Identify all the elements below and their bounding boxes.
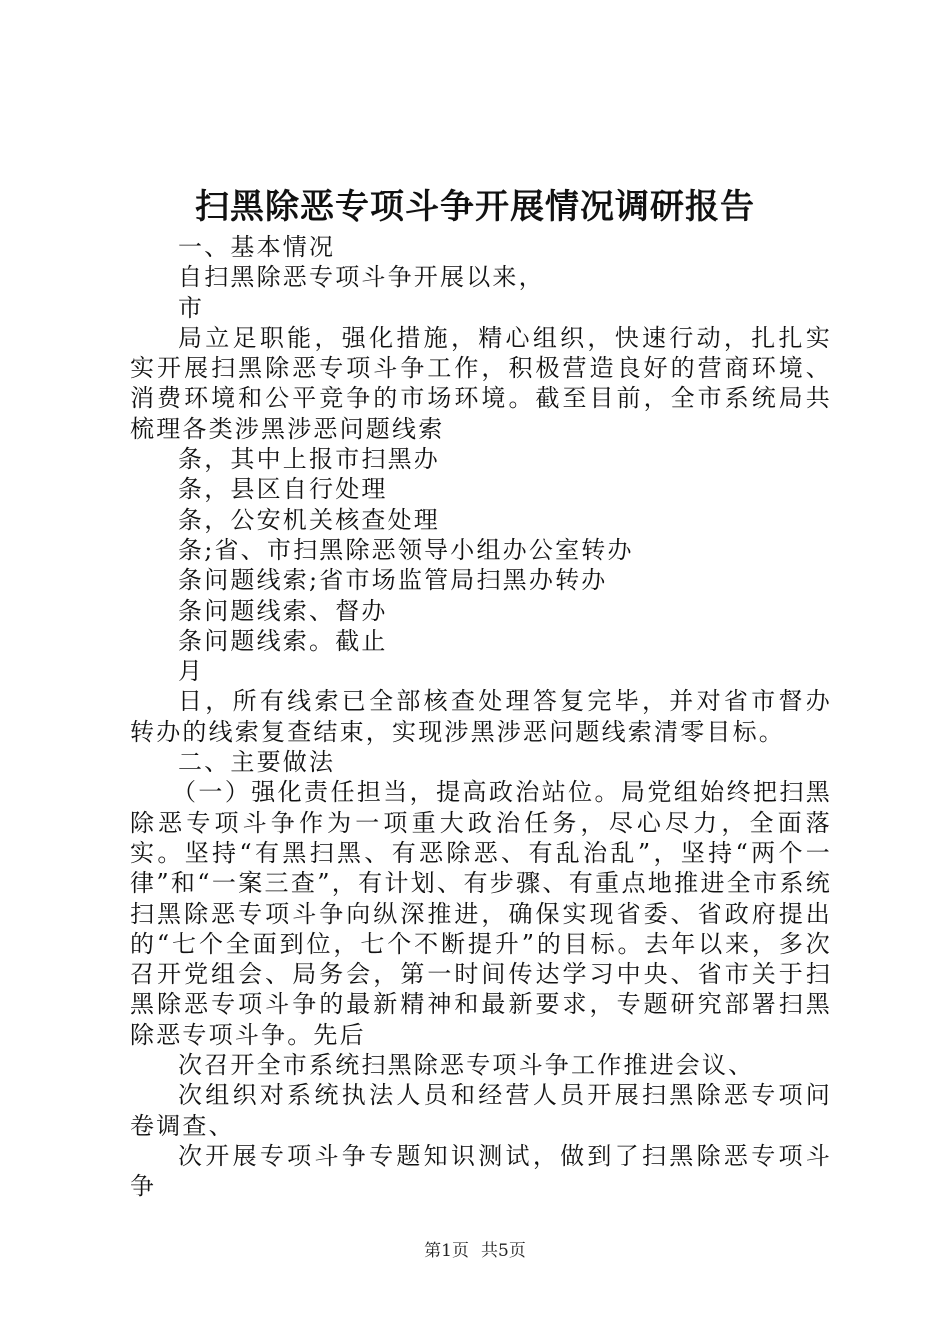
- paragraph: 条问题线索;省市场监管局扫黑办转办: [178, 566, 608, 595]
- paragraph: 条，其中上报市扫黑办: [178, 445, 440, 474]
- paragraph: 次开展专项斗争专题知识测试，做到了扫黑除恶专项斗争: [130, 1141, 832, 1201]
- paragraph: 市: [178, 293, 205, 322]
- paragraph: 局立足职能，强化措施，精心组织，快速行动，扎扎实实开展扫黑除恶专项斗争工作，积极营造良好的营商环境、消费环境和公平竞争的市场环境。截至目前，全市系统局共梳理各类涉黑涉恶问题线索: [130, 323, 832, 443]
- paragraph: 次组织对系统执法人员和经营人员开展扫黑除恶专项问卷调查、: [130, 1081, 832, 1140]
- paragraph: 条问题线索、督办: [178, 596, 388, 625]
- paragraph: 条，县区自行处理: [178, 475, 388, 504]
- paragraph: 条;省、市扫黑除恶领导小组办公室转办: [178, 535, 634, 564]
- document-body: [130, 232, 832, 1202]
- document-title: 扫黑除恶专项斗争开展情况调研报告: [195, 187, 755, 227]
- paragraph: 次召开全市系统扫黑除恶专项斗争工作推进会议、: [178, 1051, 755, 1080]
- paragraph: （一）强化责任担当，提高政治站位。局党组始终把扫黑除恶专项斗争作为一项重大政治任务，尽心尽力，全面落实。坚持“有黑扫黑、有恶除恶、有乱治乱”，坚持“两个一律”和“一案三查”，有计划、有步骤、有重点地推进全市系统扫黑除恶专项斗争向纵深推进，确保实现省委、省政府提出的“七个全面到位，七个不断提升”的目标。去年以来，多次召开党组会、局务会，第一时间传达学习中央、省市关于扫黑除恶专项斗争的最新精神和最新要求，专题研究部署扫黑除恶专项斗争。先后: [130, 778, 832, 1049]
- paragraph: 条，公安机关核查处理: [178, 505, 440, 534]
- section-heading: 二、主要做法: [178, 748, 336, 777]
- page-number: 第1页: [424, 1241, 469, 1261]
- paragraph: 条问题线索。截止: [178, 626, 388, 655]
- page-footer: [0, 1240, 950, 1262]
- paragraph: 日，所有线索已全部核查处理答复完毕，并对省市督办转办的线索复查结束，实现涉黑涉恶问题线索清零目标。: [130, 687, 832, 746]
- section-heading: 一、基本情况: [178, 233, 336, 261]
- paragraph: 月: [178, 657, 205, 686]
- page-total: 共5页: [481, 1241, 526, 1261]
- paragraph: 自扫黑除恶专项斗争开展以来，: [178, 263, 545, 292]
